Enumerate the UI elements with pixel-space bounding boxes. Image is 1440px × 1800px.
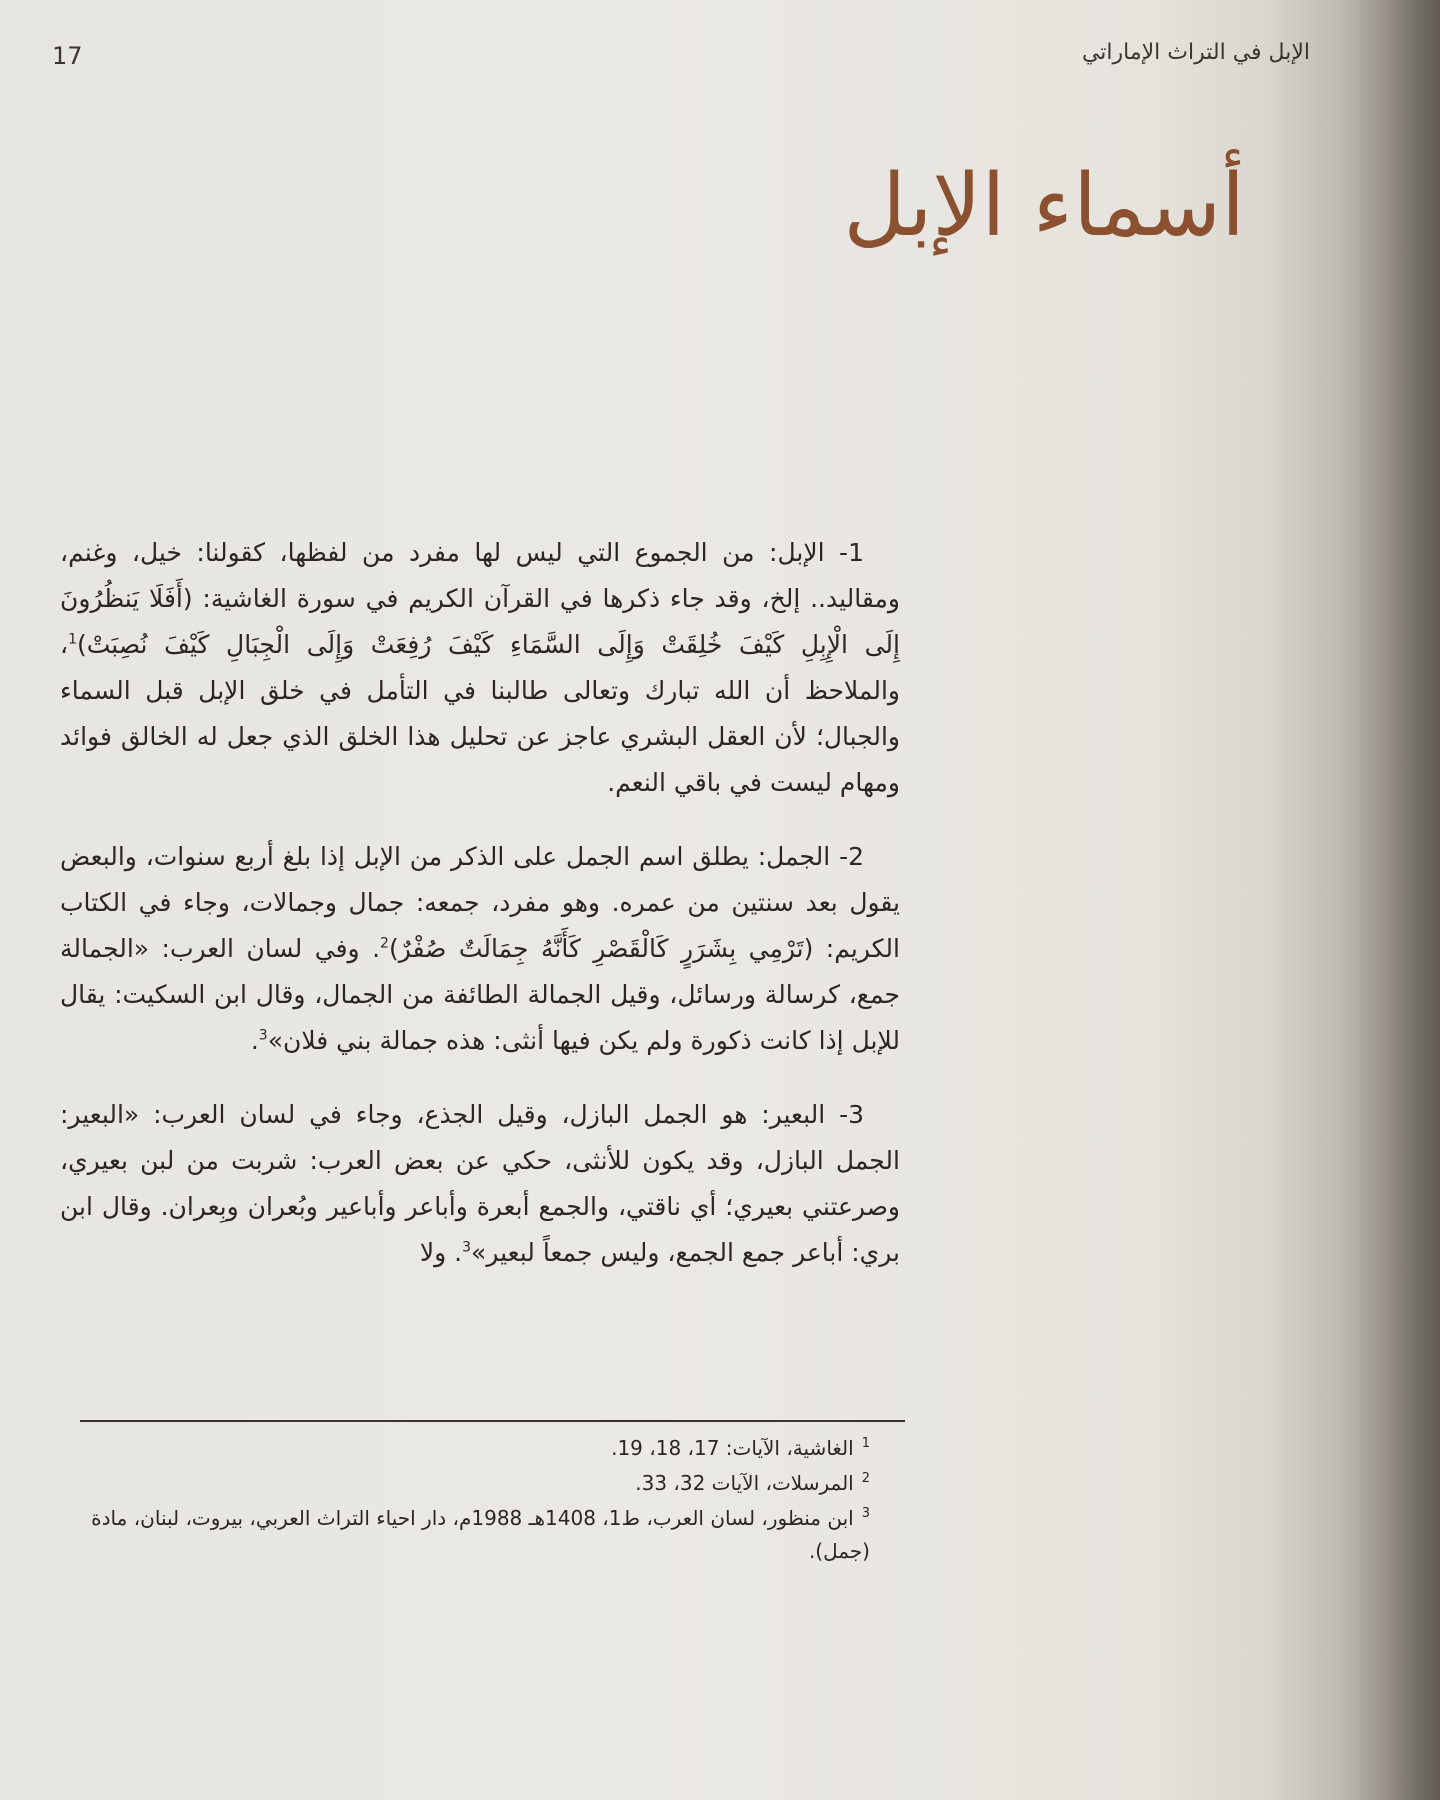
footnote-ref: 2 bbox=[380, 935, 389, 952]
footnote bbox=[80, 1467, 870, 1500]
footnote-number: 3 bbox=[861, 1506, 870, 1522]
paragraph-text: 1- الإبل: من الجموع التي ليس لها مفرد من لفظها، كقولنا: خيل، وغنم، ومقاليد.. إلخ، وقد جاء ذكرها في القرآن الكريم في سورة الغاشية: (أَفَلَا يَنظُرُونَ إِلَى الْإِبِلِ كَيْفَ خُلِقَتْ وَإِلَى السَّمَاءِ كَيْفَ رُفِعَتْ وَإِلَى الْجِبَالِ كَيْفَ نُصِبَتْ) bbox=[60, 538, 900, 659]
paragraph-text: . وفي لسان العرب: «الجمالة جمع، كرسالة ورسائل، وقيل الجمالة الطائفة من الجمال، وقال ابن السكيت: يقال للإبل إذا كانت ذكورة ولم يكن فيها أنثى: هذه جمالة بني فلان» bbox=[60, 934, 900, 1055]
footnotes bbox=[80, 1432, 870, 1570]
running-head: الإبل في التراث الإماراتي bbox=[1081, 40, 1310, 65]
body-text bbox=[60, 530, 900, 1304]
footnote-number: 2 bbox=[861, 1471, 870, 1487]
footnote-number: 1 bbox=[861, 1436, 870, 1452]
paragraph-text: 2- الجمل: يطلق اسم الجمل على الذكر من الإبل إذا بلغ أربع سنوات، والبعض يقول بعد سنتين من عمره. وهو مفرد، جمعه: جمال وجمالات، وجاء في الكتاب الكريم: (تَرْمِي بِشَرَرٍ كَالْقَصْرِ كَأَنَّهُ جِمَالَتٌ صُفْرٌ) bbox=[60, 842, 900, 963]
paragraph-text: . ولا bbox=[419, 1238, 463, 1267]
paragraph-camels bbox=[60, 530, 900, 806]
paragraph-text: ، والملاحظ أن الله تبارك وتعالى طالبنا في التأمل في خلق الإبل قبل السماء والجبال؛ لأن العقل البشري عاجز عن تحليل هذا الخلق الذي جعل له الخالق فوائد ومهام ليست في باقي النعم. bbox=[60, 630, 900, 797]
footnote-divider bbox=[80, 1420, 905, 1422]
footnote-ref: 3 bbox=[462, 1239, 472, 1256]
paragraph-text: . bbox=[250, 1026, 259, 1055]
footnote-text: الغاشية، الآيات: 17، 18، 19. bbox=[611, 1436, 854, 1460]
paragraph-jamal bbox=[60, 834, 900, 1064]
footnote-ref: 1 bbox=[68, 631, 77, 648]
page-edge-shadow bbox=[1345, 0, 1440, 1800]
paragraph-text: 3- البعير: هو الجمل البازل، وقيل الجذع، وجاء في لسان العرب: «البعير: الجمل البازل، وقد يكون للأنثى، حكي عن بعض العرب: شربت من لبن بعيري، وصرعتني بعيري؛ أي ناقتي، والجمع أبعرة وأباعر وأباعير وبُعران وبِعران. وقال ابن بري: أباعر جمع الجمع، وليس جمعاً لبعير» bbox=[60, 1100, 900, 1267]
page-number: 17 bbox=[52, 42, 83, 70]
footnote-ref: 3 bbox=[258, 1027, 268, 1044]
footnote-text: المرسلات، الآيات 32، 33. bbox=[635, 1471, 854, 1495]
paragraph-baeer bbox=[60, 1092, 900, 1276]
chapter-title: أسماء الإبل bbox=[843, 156, 1245, 256]
footnote bbox=[80, 1502, 870, 1568]
footnote-text: ابن منظور، لسان العرب، ط1، 1408هـ 1988م، دار احياء التراث العربي، بيروت، لبنان، مادة (جمل). bbox=[91, 1506, 870, 1563]
footnote bbox=[80, 1432, 870, 1465]
